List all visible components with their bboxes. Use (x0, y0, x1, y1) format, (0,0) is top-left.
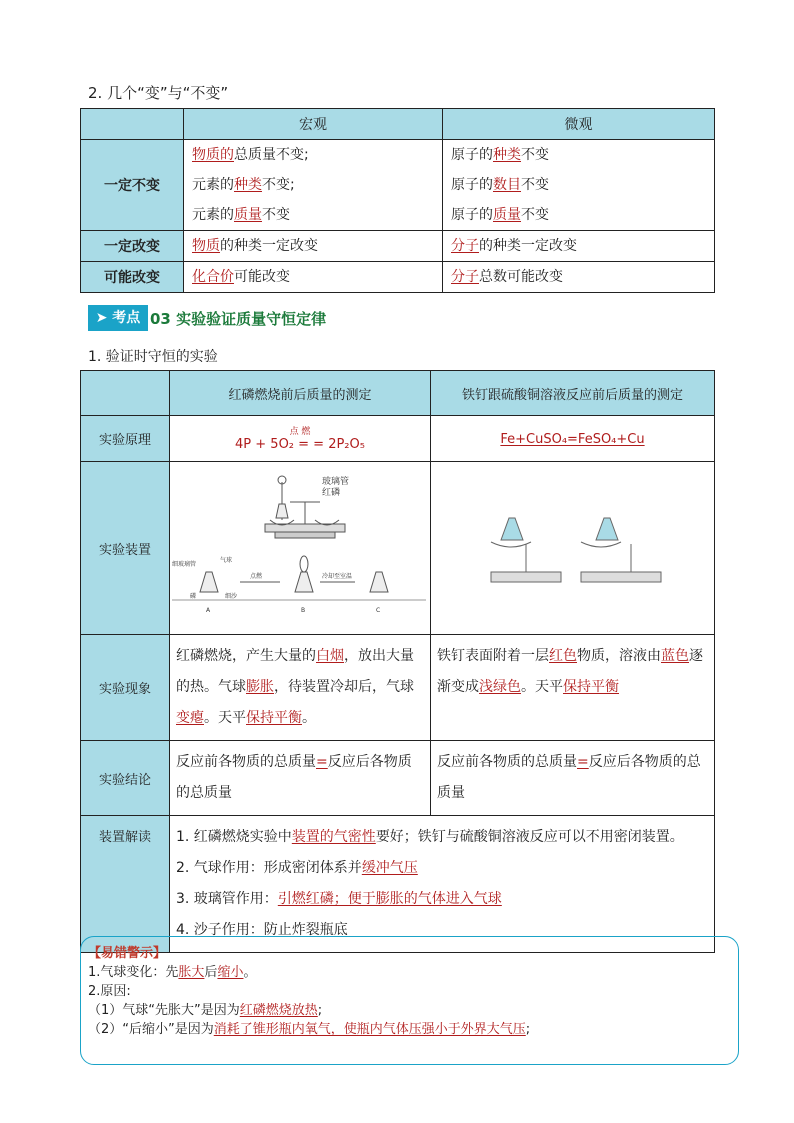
row-label-conclusion: 实验结论 (81, 741, 170, 816)
label-cool: 冷却至室温 (322, 573, 353, 580)
label-tube: 玻璃管 (322, 477, 350, 487)
label-phos: 红磷 (322, 488, 341, 498)
phenomenon-iron: 铁钉表面附着一层红色物质，溶液由蓝色逐渐变成浅绿色。天平保持平衡 (431, 635, 715, 741)
micro-cell: 分子总数可能改变 (443, 262, 715, 293)
warning-line-3: （1）气球“先胀大”是因为红磷燃烧放热; (88, 1003, 323, 1018)
warning-line-2: 2.原因: (88, 984, 131, 999)
label-red-p: 磷 (190, 593, 197, 600)
row-label-phenomenon: 实验现象 (81, 635, 170, 741)
row-label: 一定不变 (81, 140, 184, 231)
row-label-explain: 装置解读 (81, 816, 170, 953)
label-sand: 细沙 (225, 593, 238, 600)
macro-cell: 化合价可能改变 (184, 262, 443, 293)
phenomenon-phosphorus: 红磷燃烧，产生大量的白烟，放出大量的热。气球膨胀，待装置冷却后，气球变瘪。天平保持平衡。 (170, 635, 431, 741)
apparatus-iron (431, 462, 715, 635)
label-A: A (206, 607, 211, 614)
header-empty (81, 109, 184, 140)
kaodian-title: 03 实验验证质量守恒定律 (150, 310, 327, 328)
section-title: 2. 几个“变”与“不变” (88, 84, 229, 102)
apparatus-phosphorus (170, 462, 431, 635)
micro-cell: 原子的种类不变 原子的数目不变 原子的质量不变 (443, 140, 715, 231)
label-ignite: 点燃 (250, 573, 263, 580)
row-label: 可能改变 (81, 262, 184, 293)
header-micro: 微观 (443, 109, 715, 140)
warning-line-4: （2）“后缩小”是因为消耗了锥形瓶内氧气，使瓶内气体压强小于外界大气压; (88, 1022, 531, 1037)
warning-title: 【易错警示】 (88, 946, 167, 961)
change-table (80, 108, 715, 293)
explain-cell: 1. 红磷燃烧实验中装置的气密性要好；铁钉与硫酸铜溶液反应可以不用密闭装置。 2. 气球作用：形成密闭体系并缓冲气压 3. 玻璃管作用：引燃红磷；便于膨胀的气体进入气球 4. 沙子作用：防止炸裂瓶底 (170, 816, 715, 953)
phosphorus-apparatus-figure (170, 462, 428, 630)
label-thin-tube: 细玻璃管 (172, 561, 197, 568)
kaodian-badge: ➤ 考点 (88, 305, 148, 331)
header-iron: 铁钉跟硫酸铜溶液反应前后质量的测定 (431, 371, 715, 416)
macro-cell: 物质的总质量不变; 元素的种类不变; 元素的质量不变 (184, 140, 443, 231)
warning-content (88, 944, 530, 1039)
macro-cell: 物质的种类一定改变 (184, 231, 443, 262)
warning-line-1: 1.气球变化：先胀大后缩小。 (88, 965, 257, 980)
sub-title: 1. 验证时守恒的实验 (88, 349, 218, 365)
row-label: 一定改变 (81, 231, 184, 262)
label-balloon: 气球 (220, 557, 233, 564)
conclusion-iron: 反应前各物质的总质量=反应后各物质的总质量 (431, 741, 715, 816)
micro-cell: 分子的种类一定改变 (443, 231, 715, 262)
conclusion-phosphorus: 反应前各物质的总质量=反应后各物质的总质量 (170, 741, 431, 816)
row-label-apparatus: 实验装置 (81, 462, 170, 635)
header-macro: 宏观 (184, 109, 443, 140)
iron-apparatus-figure (431, 462, 713, 630)
label-B: B (301, 607, 306, 614)
equation-phosphorus: 点 燃 4P + 5O₂ = = 2P₂O₅ (170, 416, 431, 462)
header-phosphorus: 红磷燃烧前后质量的测定 (170, 371, 431, 416)
equation-iron: Fe+CuSO₄=FeSO₄+Cu (431, 416, 715, 462)
header-empty (81, 371, 170, 416)
label-C: C (376, 607, 381, 614)
row-label-principle: 实验原理 (81, 416, 170, 462)
experiment-table (80, 370, 715, 953)
